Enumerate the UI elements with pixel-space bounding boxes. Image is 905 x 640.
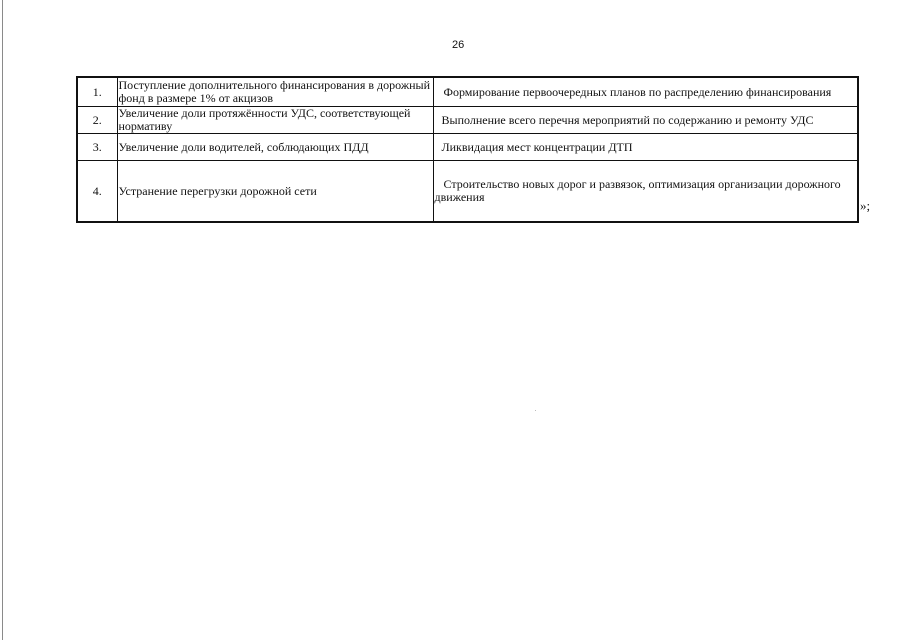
page-left-edge	[2, 0, 3, 640]
action-cell	[433, 77, 858, 107]
expected-result-cell: Увеличение доли протяжённости УДС, соответствующей нормативу	[117, 107, 433, 134]
row-number: 1.	[77, 77, 117, 107]
action-cell: Выполнение всего перечня мероприятий по содержанию и ремонту УДС	[433, 107, 858, 134]
row-number: 2.	[77, 107, 117, 134]
table-row	[77, 161, 858, 223]
table-row	[77, 134, 858, 161]
table-row	[77, 77, 858, 107]
page-number: 26	[452, 39, 465, 51]
action-cell	[433, 161, 858, 223]
row-number: 4.	[77, 161, 117, 223]
action-text: Строительство новых дорог и развязок, оптимизация организации дорожного движения	[434, 177, 841, 204]
closing-quote-mark: »;	[860, 198, 871, 213]
row-number: 3.	[77, 134, 117, 161]
measures-table	[76, 76, 859, 223]
expected-result-cell: Устранение перегрузки дорожной сети	[117, 161, 433, 223]
expected-result-cell: Увеличение доли водителей, соблюдающих ПДД	[117, 134, 433, 161]
table-row	[77, 107, 858, 134]
action-cell: Ликвидация мест концентрации ДТП	[433, 134, 858, 161]
scan-dot	[535, 410, 536, 411]
action-text: Формирование первоочередных планов по распределению финансирования	[443, 84, 832, 99]
expected-result-cell: Поступление дополнительного финансирования в дорожный фонд в размере 1% от акцизов	[117, 77, 433, 107]
